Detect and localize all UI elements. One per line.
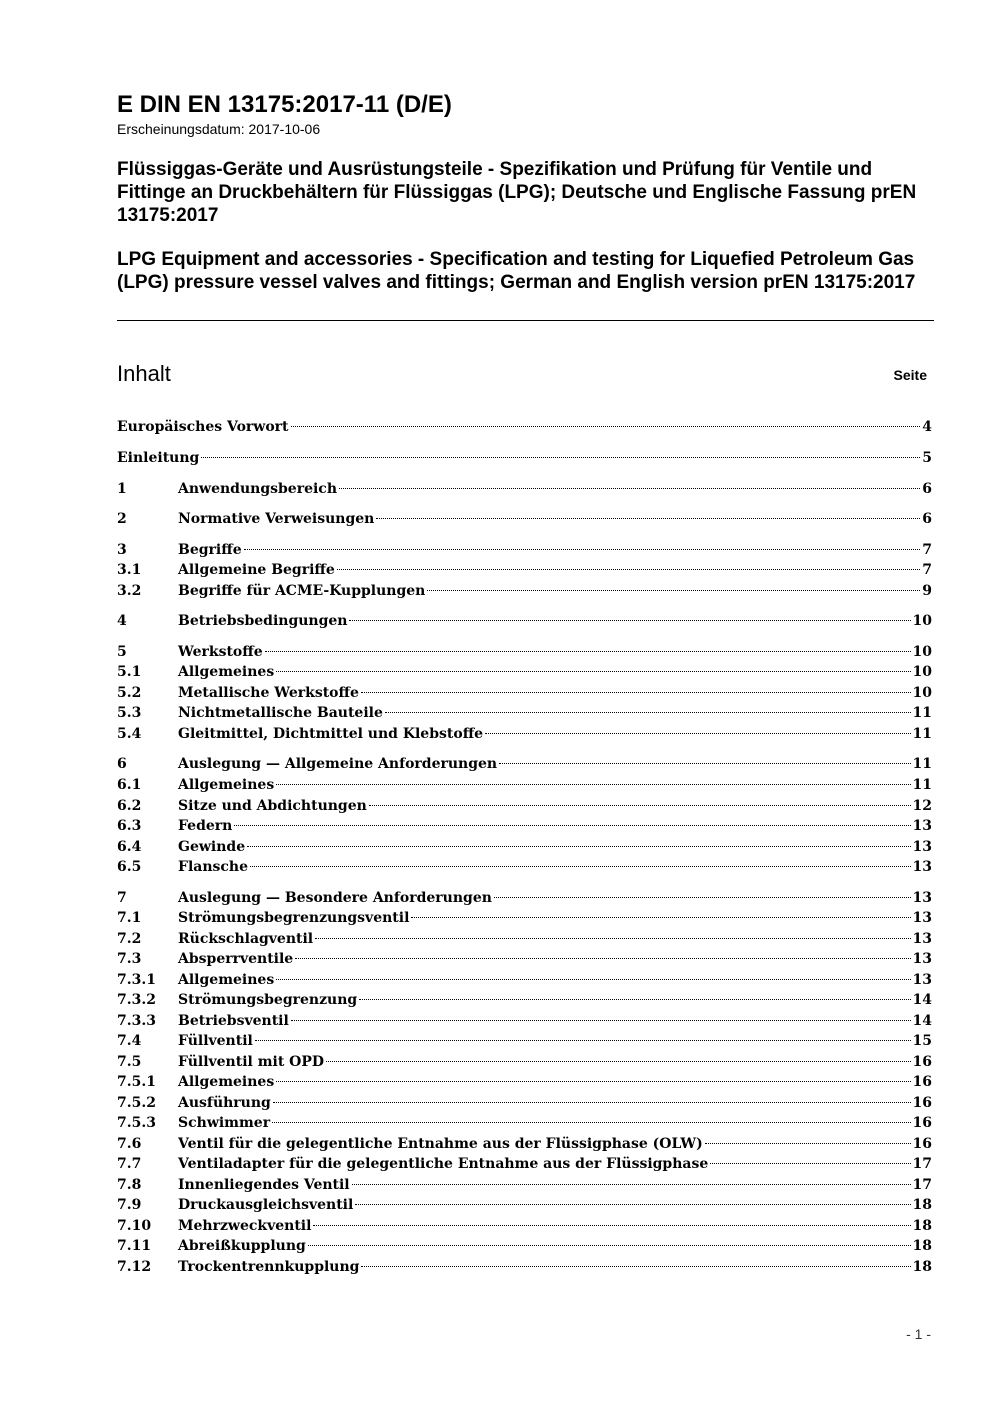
toc-entry-page: 13 xyxy=(912,910,932,926)
toc-entry-page: 13 xyxy=(912,931,932,947)
toc-dot-leader xyxy=(427,590,920,591)
toc-entry-title: Flansche xyxy=(178,859,248,875)
toc-entry-title: Allgemeine Begriffe xyxy=(178,562,335,578)
toc-entry[interactable] xyxy=(117,888,932,908)
toc-entry-number: 7.6 xyxy=(117,1136,142,1152)
toc-entry-title: Abreißkupplung xyxy=(178,1238,306,1254)
toc-entry[interactable] xyxy=(117,1216,932,1236)
toc-entry-page: 15 xyxy=(912,1033,932,1049)
toc-entry[interactable] xyxy=(117,581,932,601)
toc-entry-number: 7.5.1 xyxy=(117,1074,156,1090)
toc-dot-leader xyxy=(201,457,920,458)
toc-entry-page: 13 xyxy=(912,890,932,906)
toc-entry-title: Strömungsbegrenzung xyxy=(178,992,358,1008)
toc-entry[interactable] xyxy=(117,1113,932,1133)
toc-entry-title: Federn xyxy=(178,818,233,834)
toc-entry[interactable] xyxy=(117,754,932,774)
toc-entry[interactable] xyxy=(117,1134,932,1154)
toc-entry-page: 11 xyxy=(912,756,932,772)
toc-dot-leader xyxy=(705,1143,911,1144)
toc-entry-title: Ausführung xyxy=(178,1095,271,1111)
toc-entry[interactable] xyxy=(117,1236,932,1256)
toc-dot-leader xyxy=(276,784,910,785)
toc-entry[interactable] xyxy=(117,908,932,928)
toc-entry-title: Innenliegendes Ventil xyxy=(178,1177,350,1193)
toc-entry-page: 4 xyxy=(922,419,932,435)
toc-entry-number: 5.3 xyxy=(117,705,142,721)
toc-entry-number: 7.5 xyxy=(117,1054,142,1070)
toc-dot-leader xyxy=(339,488,920,489)
toc-dot-leader xyxy=(234,825,910,826)
toc-entry-page: 16 xyxy=(912,1054,932,1070)
toc-entry-page: 12 xyxy=(912,798,932,814)
toc-dot-leader xyxy=(710,1163,910,1164)
toc-entry-title: Betriebsventil xyxy=(178,1013,289,1029)
toc-title: Inhalt xyxy=(117,361,171,386)
toc-entry-title: Rückschlagventil xyxy=(178,931,314,947)
toc-entry-page: 18 xyxy=(912,1197,932,1213)
toc-entry[interactable] xyxy=(117,1052,932,1072)
toc-entry[interactable] xyxy=(117,1195,932,1215)
toc-entry-number: 1 xyxy=(117,481,127,497)
toc-entry-number: 5.1 xyxy=(117,664,142,680)
toc-entry-title: Ventiladapter für die gelegentliche Entnahme aus der Flüssigphase xyxy=(178,1156,709,1172)
toc-entry-title: Schwimmer xyxy=(178,1115,271,1131)
toc-dot-leader xyxy=(361,692,911,693)
toc-entry-number: 7.3 xyxy=(117,951,142,967)
toc-entry-page: 11 xyxy=(912,705,932,721)
document-header xyxy=(117,90,932,294)
toc-entry-number: 7 xyxy=(117,890,127,906)
toc-entry-number: 7.4 xyxy=(117,1033,142,1049)
toc-entry[interactable] xyxy=(117,642,932,662)
toc-entry[interactable] xyxy=(117,1154,932,1174)
toc-entry[interactable] xyxy=(117,683,932,703)
toc-entry-page: 10 xyxy=(912,685,932,701)
toc-dot-leader xyxy=(369,805,911,806)
toc-entry-number: 6.2 xyxy=(117,798,142,814)
toc-dot-leader xyxy=(276,671,910,672)
toc-dot-leader xyxy=(337,569,920,570)
toc-entry[interactable] xyxy=(117,1072,932,1092)
toc-entry-page: 16 xyxy=(912,1115,932,1131)
toc-entry-number: 7.3.1 xyxy=(117,972,156,988)
toc-entry[interactable] xyxy=(117,990,932,1010)
toc-dot-leader xyxy=(349,620,910,621)
toc-entry[interactable] xyxy=(117,509,932,529)
toc-entry-number: 3 xyxy=(117,542,127,558)
toc-dot-leader xyxy=(361,1266,910,1267)
toc-entry-number: 7.3.2 xyxy=(117,992,156,1008)
toc-entry[interactable] xyxy=(117,479,932,499)
toc-entry-title: Europäisches Vorwort xyxy=(117,419,289,435)
toc-entry[interactable] xyxy=(117,796,932,816)
toc-dot-leader xyxy=(411,917,910,918)
toc-entry-title: Füllventil mit OPD xyxy=(178,1054,325,1070)
toc-entry-page: 18 xyxy=(912,1238,932,1254)
toc-entry-number: 7.5.3 xyxy=(117,1115,156,1131)
toc-entry-number: 7.3.3 xyxy=(117,1013,156,1029)
toc-entry-page: 17 xyxy=(912,1156,932,1172)
toc-entry-number: 5 xyxy=(117,644,127,660)
toc-entry-number: 6.4 xyxy=(117,839,142,855)
toc-entry-number: 6.5 xyxy=(117,859,142,875)
toc-entry-page: 6 xyxy=(922,481,932,497)
toc-dot-leader xyxy=(376,518,920,519)
toc-entry-page: 5 xyxy=(922,450,932,466)
toc-entry-number: 4 xyxy=(117,613,127,629)
toc-entry-page: 7 xyxy=(922,542,932,558)
toc-dot-leader xyxy=(291,426,921,427)
toc-entry-page: 14 xyxy=(912,1013,932,1029)
toc-entry-number: 7.5.2 xyxy=(117,1095,156,1111)
toc-dot-leader xyxy=(326,1061,910,1062)
toc-dot-leader xyxy=(308,1245,911,1246)
toc-entry[interactable] xyxy=(117,560,932,580)
toc-entry[interactable] xyxy=(117,949,932,969)
toc-entry[interactable] xyxy=(117,540,932,560)
toc-entry[interactable] xyxy=(117,1031,932,1051)
toc-dot-leader xyxy=(494,897,911,898)
toc-entry-title: Allgemeines xyxy=(178,972,275,988)
toc-entry-page: 10 xyxy=(912,613,932,629)
toc-dot-leader xyxy=(295,958,910,959)
toc-entry-page: 16 xyxy=(912,1074,932,1090)
toc-entry-page: 13 xyxy=(912,972,932,988)
toc-entry[interactable] xyxy=(117,1093,932,1113)
toc-dot-leader xyxy=(315,938,910,939)
toc-dot-leader xyxy=(313,1225,910,1226)
toc-entry-title: Normative Verweisungen xyxy=(178,511,375,527)
toc-entry-page: 13 xyxy=(912,839,932,855)
toc-dot-leader xyxy=(265,651,911,652)
toc-entry-title: Einleitung xyxy=(117,450,200,466)
toc-entry[interactable] xyxy=(117,837,932,857)
toc-entry-number: 7.11 xyxy=(117,1238,152,1254)
toc-entry-page: 6 xyxy=(922,511,932,527)
toc-entry-number: 7.8 xyxy=(117,1177,142,1193)
toc-dot-leader xyxy=(499,763,910,764)
toc-entry-number: 6 xyxy=(117,756,127,772)
toc-dot-leader xyxy=(244,549,921,550)
toc-entry-title: Druckausgleichsventil xyxy=(178,1197,354,1213)
toc-dot-leader xyxy=(276,979,910,980)
toc-dot-leader xyxy=(355,1204,910,1205)
toc-entry-title: Allgemeines xyxy=(178,1074,275,1090)
toc-dot-leader xyxy=(385,712,911,713)
toc-entry-title: Metallische Werkstoffe xyxy=(178,685,359,701)
toc-entry-title: Werkstoffe xyxy=(178,644,263,660)
toc-entry-number: 7.2 xyxy=(117,931,142,947)
toc-entry-page: 13 xyxy=(912,859,932,875)
toc-entry[interactable] xyxy=(117,1011,932,1031)
toc-entry-page: 11 xyxy=(912,777,932,793)
toc-entry-page: 7 xyxy=(922,562,932,578)
toc-entry-title: Auslegung — Besondere Anforderungen xyxy=(178,890,492,906)
toc-entry-page: 9 xyxy=(922,583,932,599)
toc-entry[interactable] xyxy=(117,724,932,744)
toc-entry[interactable] xyxy=(117,857,932,877)
toc-entry-title: Gleitmittel, Dichtmittel und Klebstoffe xyxy=(178,726,484,742)
toc-entry[interactable] xyxy=(117,1257,932,1277)
toc-dot-leader xyxy=(272,1122,910,1123)
toc-entry-page: 17 xyxy=(912,1177,932,1193)
toc-entry-page: 13 xyxy=(912,818,932,834)
toc-entry-title: Begriffe xyxy=(178,542,242,558)
toc-entry-page: 16 xyxy=(912,1095,932,1111)
toc-entry[interactable] xyxy=(117,1175,932,1195)
toc-entry-page: 18 xyxy=(912,1218,932,1234)
toc-entry[interactable] xyxy=(117,816,932,836)
toc-entry-number: 5.2 xyxy=(117,685,142,701)
toc-dot-leader xyxy=(291,1020,911,1021)
toc-entry-title: Sitze und Abdichtungen xyxy=(178,798,367,814)
toc-entry-number: 7.10 xyxy=(117,1218,152,1234)
toc-entry[interactable] xyxy=(117,703,932,723)
toc-dot-leader xyxy=(359,999,910,1000)
toc-entry-number: 2 xyxy=(117,511,127,527)
toc-entry[interactable] xyxy=(117,448,932,468)
toc-entry[interactable] xyxy=(117,775,932,795)
publication-date: Erscheinungsdatum: 2017-10-06 xyxy=(117,121,321,137)
toc-dot-leader xyxy=(352,1184,911,1185)
title-english: LPG Equipment and accessories - Specification and testing for Liquefied Petroleum Gas (LPG) pressure vessel valves and fittings; German and English version prEN 13175:2017 xyxy=(117,249,916,293)
toc-entry-page: 13 xyxy=(912,951,932,967)
toc-entry-title: Begriffe für ACME-Kupplungen xyxy=(178,583,426,599)
toc-entry-number: 5.4 xyxy=(117,726,142,742)
toc-entry-title: Anwendungsbereich xyxy=(178,481,337,497)
toc-entry-title: Betriebsbedingungen xyxy=(178,613,348,629)
toc-entry-title: Allgemeines xyxy=(178,777,275,793)
toc-entry-number: 7.7 xyxy=(117,1156,142,1172)
toc-entry-title: Absperrventile xyxy=(178,951,294,967)
toc-entry-title: Füllventil xyxy=(178,1033,253,1049)
toc-entry-number: 7.9 xyxy=(117,1197,142,1213)
toc-entry[interactable] xyxy=(117,970,932,990)
toc-page-column-label: Seite xyxy=(893,367,927,383)
toc-entry-page: 10 xyxy=(912,664,932,680)
document-id: E DIN EN 13175:2017-11 (D/E) xyxy=(117,91,452,118)
toc-dot-leader xyxy=(250,866,911,867)
toc-entry-title: Nichtmetallische Bauteile xyxy=(178,705,383,721)
toc-entry-number: 3.2 xyxy=(117,583,142,599)
toc-entry-page: 18 xyxy=(912,1259,932,1275)
toc-entry-page: 14 xyxy=(912,992,932,1008)
toc-dot-leader xyxy=(255,1040,911,1041)
toc-entry-title: Mehrzweckventil xyxy=(178,1218,312,1234)
title-german: Flüssiggas-Geräte und Ausrüstungsteile - Spezifikation und Prüfung für Ventile und Fittinge an Druckbehältern für Flüssiggas (LPG); Deutsche und Englische Fassung prEN 13175:2017 xyxy=(117,159,917,226)
toc-entry-title: Allgemeines xyxy=(178,664,275,680)
toc-entry-page: 10 xyxy=(912,644,932,660)
toc-entry-title: Strömungsbegrenzungsventil xyxy=(178,910,410,926)
page-number: - 1 - xyxy=(906,1326,931,1342)
toc-entry-number: 6.1 xyxy=(117,777,142,793)
toc-entry[interactable] xyxy=(117,662,932,682)
header-divider xyxy=(117,320,934,321)
toc-entry-title: Trockentrennkupplung xyxy=(178,1259,360,1275)
toc-entry[interactable] xyxy=(117,417,932,437)
toc-entry-number: 6.3 xyxy=(117,818,142,834)
toc-entry-title: Gewinde xyxy=(178,839,246,855)
toc-entry-page: 16 xyxy=(912,1136,932,1152)
toc-entry-number: 7.1 xyxy=(117,910,142,926)
toc-dot-leader xyxy=(276,1081,910,1082)
toc-entry-page: 11 xyxy=(912,726,932,742)
toc-entry-title: Ventil für die gelegentliche Entnahme aus der Flüssigphase (OLW) xyxy=(178,1136,703,1152)
toc-dot-leader xyxy=(247,846,910,847)
toc-entry-number: 7.12 xyxy=(117,1259,152,1275)
toc-entry[interactable] xyxy=(117,611,932,631)
toc-entry-number: 3.1 xyxy=(117,562,142,578)
toc-dot-leader xyxy=(273,1102,911,1103)
toc-entry[interactable] xyxy=(117,929,932,949)
toc-dot-leader xyxy=(485,733,910,734)
toc-entry-title: Auslegung — Allgemeine Anforderungen xyxy=(178,756,498,772)
